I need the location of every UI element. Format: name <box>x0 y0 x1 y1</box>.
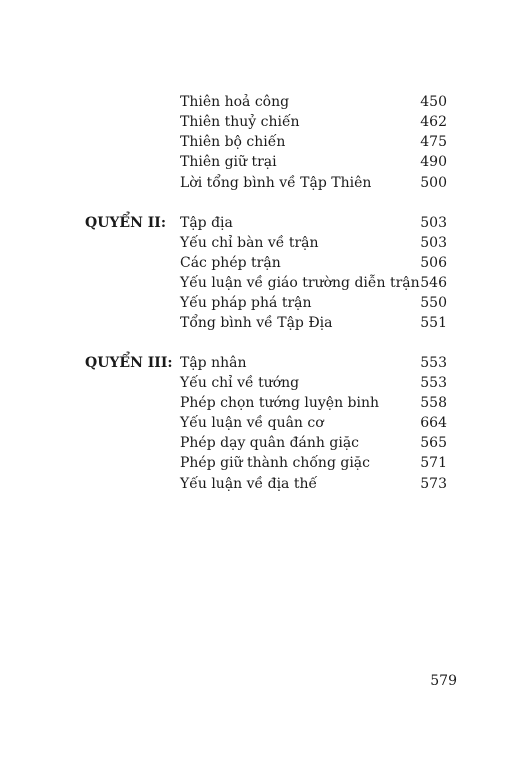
entry-title: Phép giữ thành chống giặc <box>180 455 370 471</box>
entry-title: Thiên giữ trại <box>180 154 277 170</box>
entry-page-number: 500 <box>420 175 447 191</box>
entry-title: Phép chọn tướng luyện binh <box>180 395 380 411</box>
entry-page-number: 553 <box>420 375 447 391</box>
entry-title: Phép dạy quân đánh giặc <box>180 435 360 451</box>
entry-title: Tập địa <box>180 215 233 231</box>
entry-page-number: 558 <box>420 395 447 411</box>
entry-title: Yếu luận về địa thế <box>180 476 318 492</box>
entry-title: Yếu chỉ về tướng <box>180 375 300 391</box>
entry-title: Tổng bình về Tập Địa <box>180 315 333 331</box>
page-number: 579 <box>430 673 457 689</box>
entry-title: Thiên bộ chiến <box>180 134 286 150</box>
entry-page-number: 490 <box>420 154 447 170</box>
entry-page-number: 550 <box>420 295 447 311</box>
entry-title: Thiên thuỷ chiến <box>180 114 300 130</box>
entry-title: Các phép trận <box>180 255 281 271</box>
entry-page-number: 664 <box>420 415 447 431</box>
entry-title: Thiên hoả công <box>180 94 290 110</box>
entry-page-number: 551 <box>420 315 447 331</box>
entry-page-number: 573 <box>420 476 447 492</box>
entry-page-number: 506 <box>420 255 447 271</box>
entry-page-number: 571 <box>420 455 447 471</box>
section-label: QUYỂN III: <box>85 355 173 371</box>
entry-title: Yếu luận về quân cơ <box>180 415 324 431</box>
entry-page-number: 503 <box>420 235 447 251</box>
entry-title: Yếu chỉ bàn về trận <box>180 235 319 251</box>
entry-page-number: 565 <box>420 435 447 451</box>
section-label: QUYỂN II: <box>85 215 167 231</box>
entry-title: Tập nhân <box>180 355 247 371</box>
entry-page-number: 475 <box>420 134 447 150</box>
entry-title: Lời tổng bình về Tập Thiên <box>180 175 372 191</box>
entry-page-number: 450 <box>420 94 447 110</box>
entry-page-number: 553 <box>420 355 447 371</box>
entry-title: Yếu luận về giáo trường diễn trận <box>180 275 420 291</box>
entry-page-number: 503 <box>420 215 447 231</box>
entry-title: Yếu pháp phá trận <box>180 295 312 311</box>
entry-page-number: 462 <box>420 114 447 130</box>
entry-page-number: 546 <box>420 275 447 291</box>
